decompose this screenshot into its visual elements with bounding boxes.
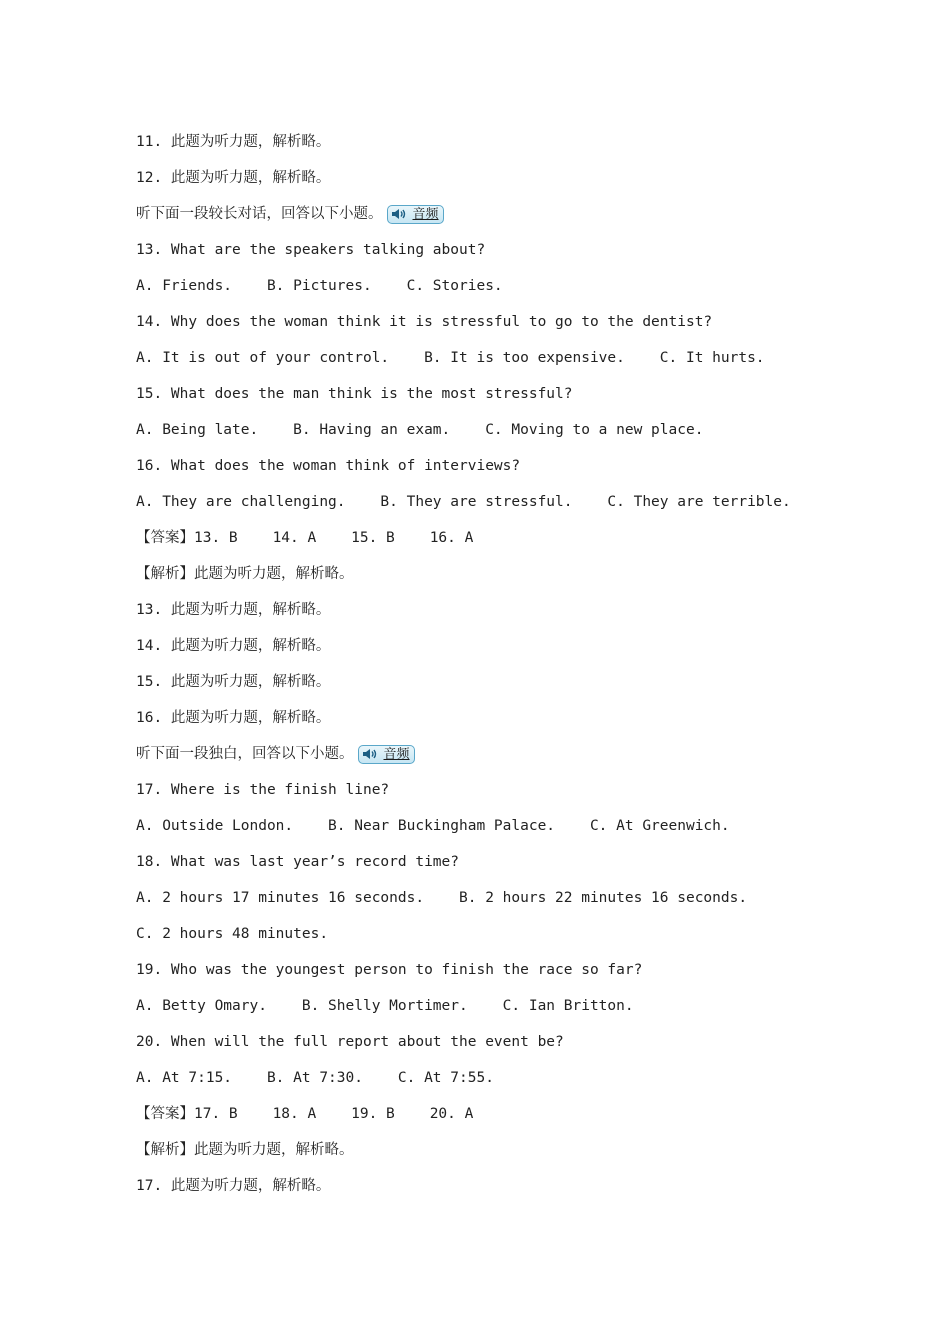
audio-button[interactable] [387, 205, 444, 224]
question-20: 20. When will the full report about the event be? [136, 1034, 564, 1050]
audio-button[interactable] [358, 745, 415, 764]
analysis-item-17: 17. 此题为听力题，解析略。 [136, 1178, 331, 1194]
analysis-item-13: 13. 此题为听力题，解析略。 [136, 602, 331, 618]
question-13: 13. What are the speakers talking about? [136, 242, 486, 258]
question-16: 16. What does the woman think of interviews? [136, 458, 521, 474]
options-18-c: C. 2 hours 48 minutes. [136, 926, 329, 942]
analysis-item-16: 16. 此题为听力题，解析略。 [136, 710, 331, 726]
answer-key-13-16: 【答案】13. B 14. A 15. B 16. A [136, 530, 474, 546]
options-15: A. Being late. B. Having an exam. C. Moving to a new place. [136, 422, 704, 438]
analysis-item-14: 14. 此题为听力题，解析略。 [136, 638, 331, 654]
analysis-header-17-20: 【解析】此题为听力题，解析略。 [136, 1142, 354, 1158]
question-17: 17. Where is the finish line? [136, 782, 390, 798]
document-page [136, 124, 836, 1204]
options-16: A. They are challenging. B. They are stressful. C. They are terrible. [136, 494, 791, 510]
analysis-header-13-16: 【解析】此题为听力题，解析略。 [136, 566, 354, 582]
analysis-item-11: 11. 此题为听力题，解析略。 [136, 134, 331, 150]
question-18: 18. What was last year’s record time? [136, 854, 460, 870]
options-20: A. At 7:15. B. At 7:30. C. At 7:55. [136, 1070, 494, 1086]
options-17: A. Outside London. B. Near Buckingham Palace. C. At Greenwich. [136, 818, 730, 834]
section-instruction-monologue: 听下面一段独白，回答以下小题。 音频 [136, 736, 836, 772]
audio-label: 音频 [412, 206, 439, 222]
options-19: A. Betty Omary. B. Shelly Mortimer. C. Ian Britton. [136, 998, 634, 1014]
options-18-ab: A. 2 hours 17 minutes 16 seconds. B. 2 hours 22 minutes 16 seconds. [136, 890, 748, 906]
section-instruction-dialogue: 听下面一段较长对话，回答以下小题。 音频 [136, 196, 836, 232]
options-13: A. Friends. B. Pictures. C. Stories. [136, 278, 503, 294]
speaker-icon [361, 747, 381, 761]
speaker-icon [390, 207, 410, 221]
answer-key-17-20: 【答案】17. B 18. A 19. B 20. A [136, 1106, 474, 1122]
audio-label: 音频 [383, 746, 410, 762]
analysis-item-15: 15. 此题为听力题，解析略。 [136, 674, 331, 690]
question-19: 19. Who was the youngest person to finish the race so far? [136, 962, 643, 978]
question-14: 14. Why does the woman think it is stressful to go to the dentist? [136, 314, 713, 330]
question-15: 15. What does the man think is the most stressful? [136, 386, 573, 402]
options-14: A. It is out of your control. B. It is too expensive. C. It hurts. [136, 350, 765, 366]
analysis-item-12: 12. 此题为听力题，解析略。 [136, 170, 331, 186]
